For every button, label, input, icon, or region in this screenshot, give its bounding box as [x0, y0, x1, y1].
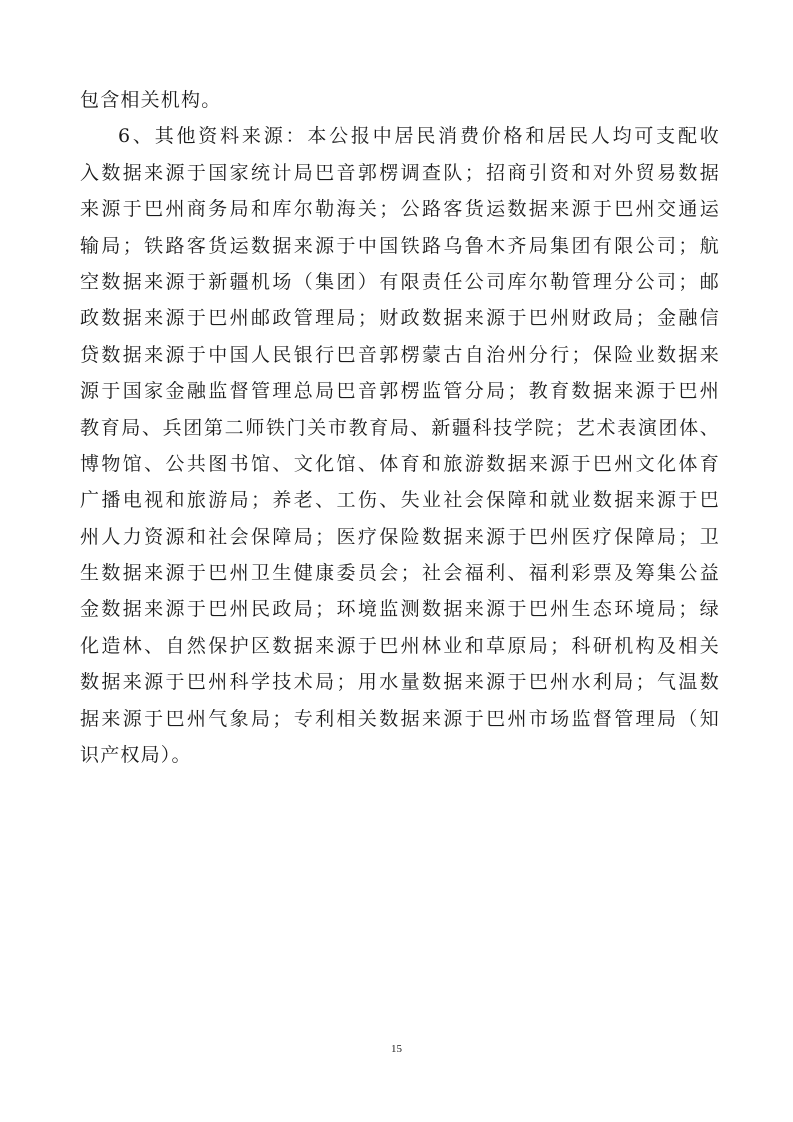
text-line: 博物馆、公共图书馆、文化馆、体育和旅游数据来源于巴州文化体育	[80, 452, 720, 475]
text-line: 生数据来源于巴州卫生健康委员会；社会福利、福利彩票及筹集公益	[80, 562, 720, 585]
text-line: 输局；铁路客货运数据来源于中国铁路乌鲁木齐局集团有限公司；航	[80, 234, 720, 257]
text-line: 据来源于巴州气象局；专利相关数据来源于巴州市场监督管理局（知	[80, 707, 720, 730]
text-line: 空数据来源于新疆机场（集团）有限责任公司库尔勒管理分公司；邮	[80, 270, 720, 293]
text-line: 包含相关机构。	[80, 89, 222, 111]
text-line: 州人力资源和社会保障局；医疗保险数据来源于巴州医疗保障局；卫	[80, 525, 720, 548]
text-line: 6、其他资料来源：本公报中居民消费价格和居民人均可支配收	[118, 125, 720, 148]
text-line: 数据来源于巴州科学技术局；用水量数据来源于巴州水利局；气温数	[80, 671, 720, 694]
text-line: 金数据来源于巴州民政局；环境监测数据来源于巴州生态环境局；绿	[80, 598, 720, 621]
body-text	[80, 82, 720, 773]
text-line: 入数据来源于国家统计局巴音郭楞调查队；招商引资和对外贸易数据	[80, 161, 720, 184]
text-line: 识产权局）。	[80, 744, 192, 767]
text-line: 政数据来源于巴州邮政管理局；财政数据来源于巴州财政局；金融信	[80, 307, 720, 330]
text-line: 来源于巴州商务局和库尔勒海关；公路客货运数据来源于巴州交通运	[80, 198, 720, 221]
text-line: 广播电视和旅游局；养老、工伤、失业社会保障和就业数据来源于巴	[80, 489, 720, 512]
page-number: 15	[391, 1043, 402, 1055]
text-line: 源于国家金融监督管理总局巴音郭楞监管分局；教育数据来源于巴州	[80, 380, 720, 403]
text-line: 化造林、自然保护区数据来源于巴州林业和草原局；科研机构及相关	[80, 634, 720, 657]
text-line: 教育局、兵团第二师铁门关市教育局、新疆科技学院；艺术表演团体、	[80, 416, 720, 439]
text-line: 贷数据来源于中国人民银行巴音郭楞蒙古自治州分行；保险业数据来	[80, 343, 720, 366]
